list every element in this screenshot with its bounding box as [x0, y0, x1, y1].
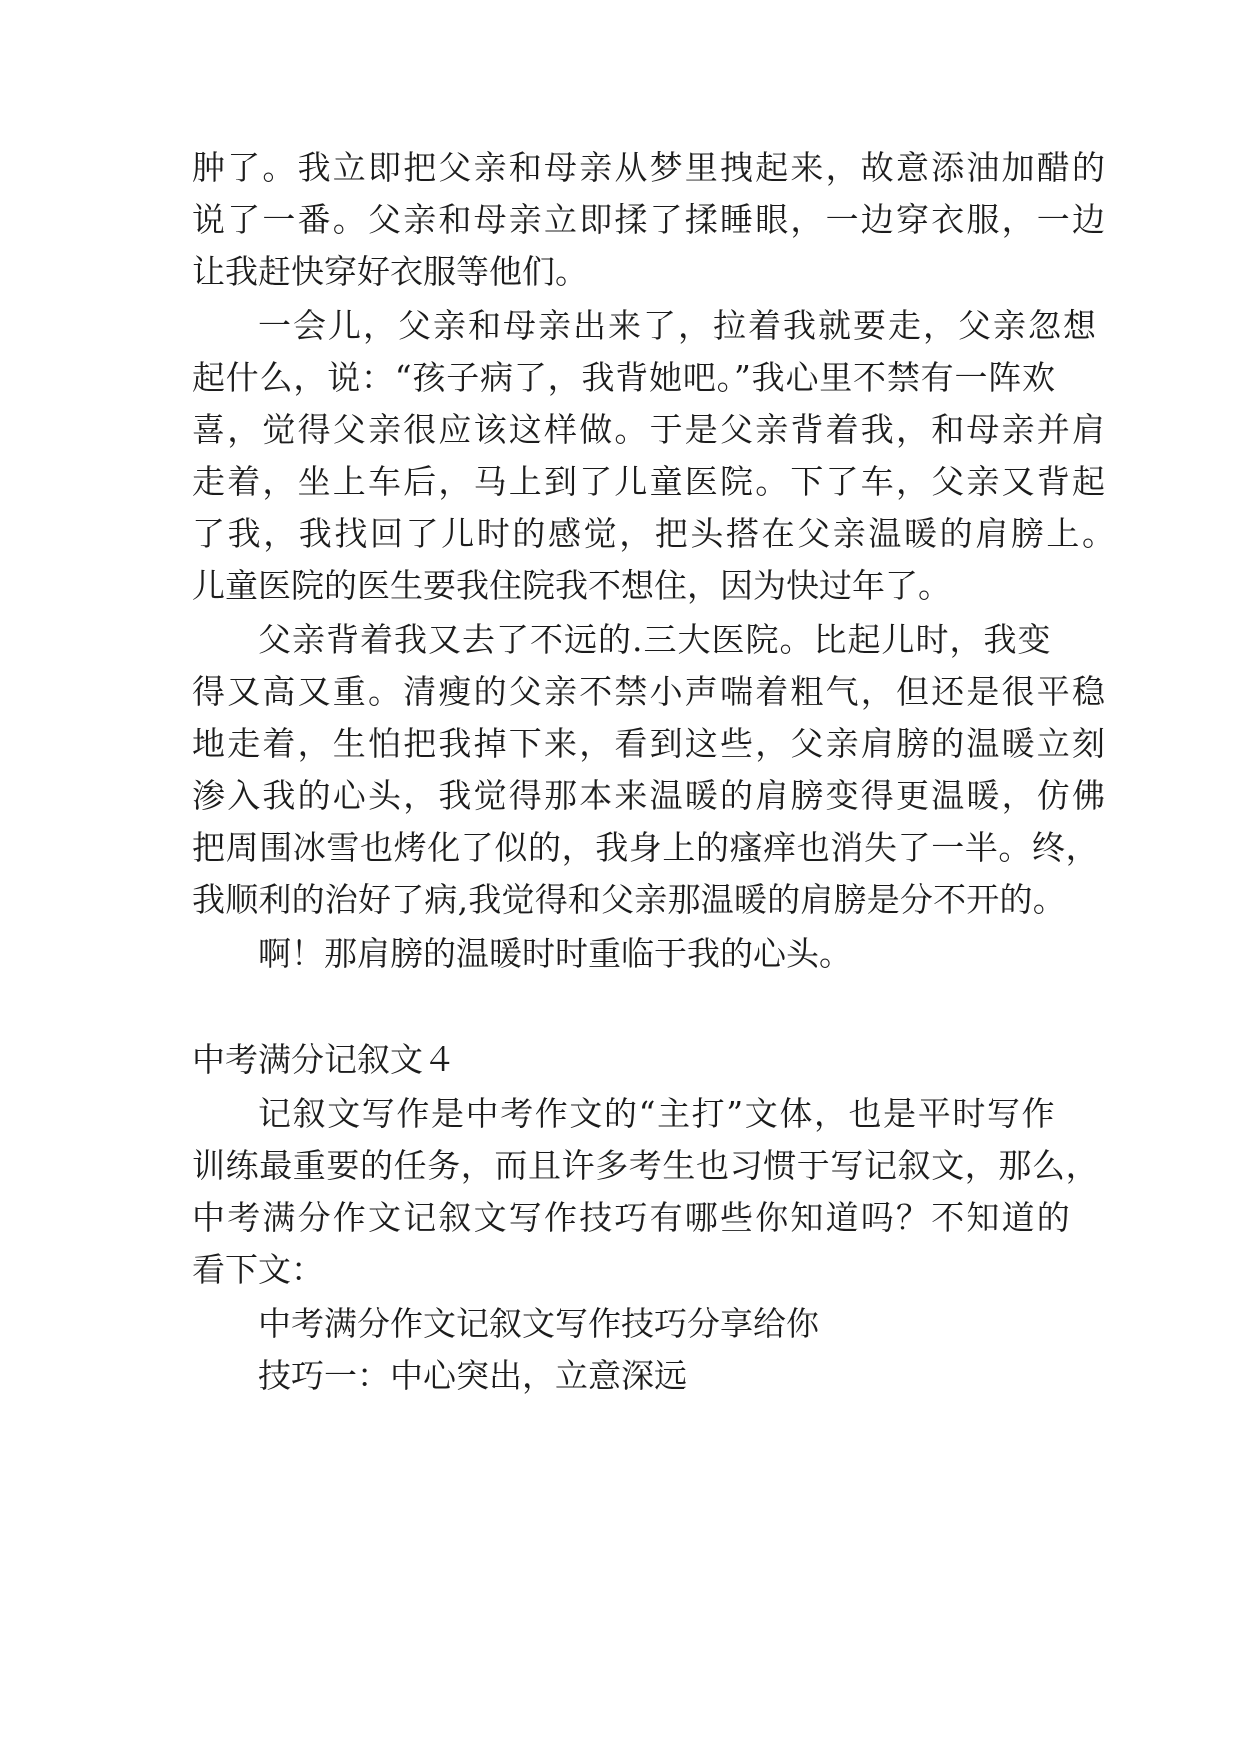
paragraph-line-11: 得又高又重。清瘦的父亲不禁小声喘着粗气，但还是很平稳	[192, 672, 1108, 711]
paragraph-line-2: 说了一番。父亲和母亲立即揉了揉睡眼，一边穿衣服，一边	[192, 200, 1108, 239]
subheading-line: 中考满分作文记叙文写作技巧分享给你	[258, 1304, 819, 1343]
paragraph-line-14: 把周围冰雪也烤化了似的，我身上的瘙痒也消失了一半。终，	[192, 828, 1100, 867]
paragraph-line-16: 啊！那肩膀的温暖时时重临于我的心头。	[258, 934, 852, 973]
paragraph-line-19: 中考满分作文记叙文写作技巧有哪些你知道吗？不知道的	[192, 1198, 1072, 1237]
paragraph-line-7: 走着，坐上车后，马上到了儿童医院。下了车，父亲又背起	[192, 462, 1108, 501]
paragraph-line-9: 儿童医院的医生要我住院我不想住，因为快过年了。	[192, 566, 951, 605]
paragraph-line-17: 记叙文写作是中考作文的“主打”文体，也是平时写作	[258, 1094, 1057, 1133]
paragraph-line-15: 我顺利的治好了病,我觉得和父亲那温暖的肩膀是分不开的。	[192, 880, 1066, 919]
paragraph-line-12: 地走着，生怕把我掉下来，看到这些，父亲肩膀的温暖立刻	[192, 724, 1108, 763]
paragraph-line-10: 父亲背着我又去了不远的.三大医院。比起儿时，我变	[258, 620, 1052, 659]
paragraph-line-4: 一会儿，父亲和母亲出来了，拉着我就要走，父亲忽想	[258, 306, 1098, 345]
section-heading: 中考满分记叙文４	[192, 1040, 456, 1079]
paragraph-line-18: 训练最重要的任务，而且许多考生也习惯于写记叙文，那么，	[192, 1146, 1100, 1185]
paragraph-line-5: 起什么，说：“孩子病了，我背她吧。”我心里不禁有一阵欢	[192, 358, 1056, 397]
paragraph-line-3: 让我赶快穿好衣服等他们。	[192, 252, 588, 291]
paragraph-line-8: 了我，我找回了儿时的感觉，把头搭在父亲温暖的肩膀上。	[192, 514, 1118, 553]
paragraph-line-6: 喜，觉得父亲很应该这样做。于是父亲背着我，和母亲并肩	[192, 410, 1108, 449]
tip-heading-line: 技巧一：中心突出，立意深远	[258, 1356, 687, 1395]
paragraph-line-1: 肿了。我立即把父亲和母亲从梦里拽起来，故意添油加醋的	[192, 148, 1108, 187]
paragraph-line-20: 看下文：	[192, 1250, 324, 1289]
paragraph-line-13: 渗入我的心头，我觉得那本来温暖的肩膀变得更温暖，仿佛	[192, 776, 1108, 815]
